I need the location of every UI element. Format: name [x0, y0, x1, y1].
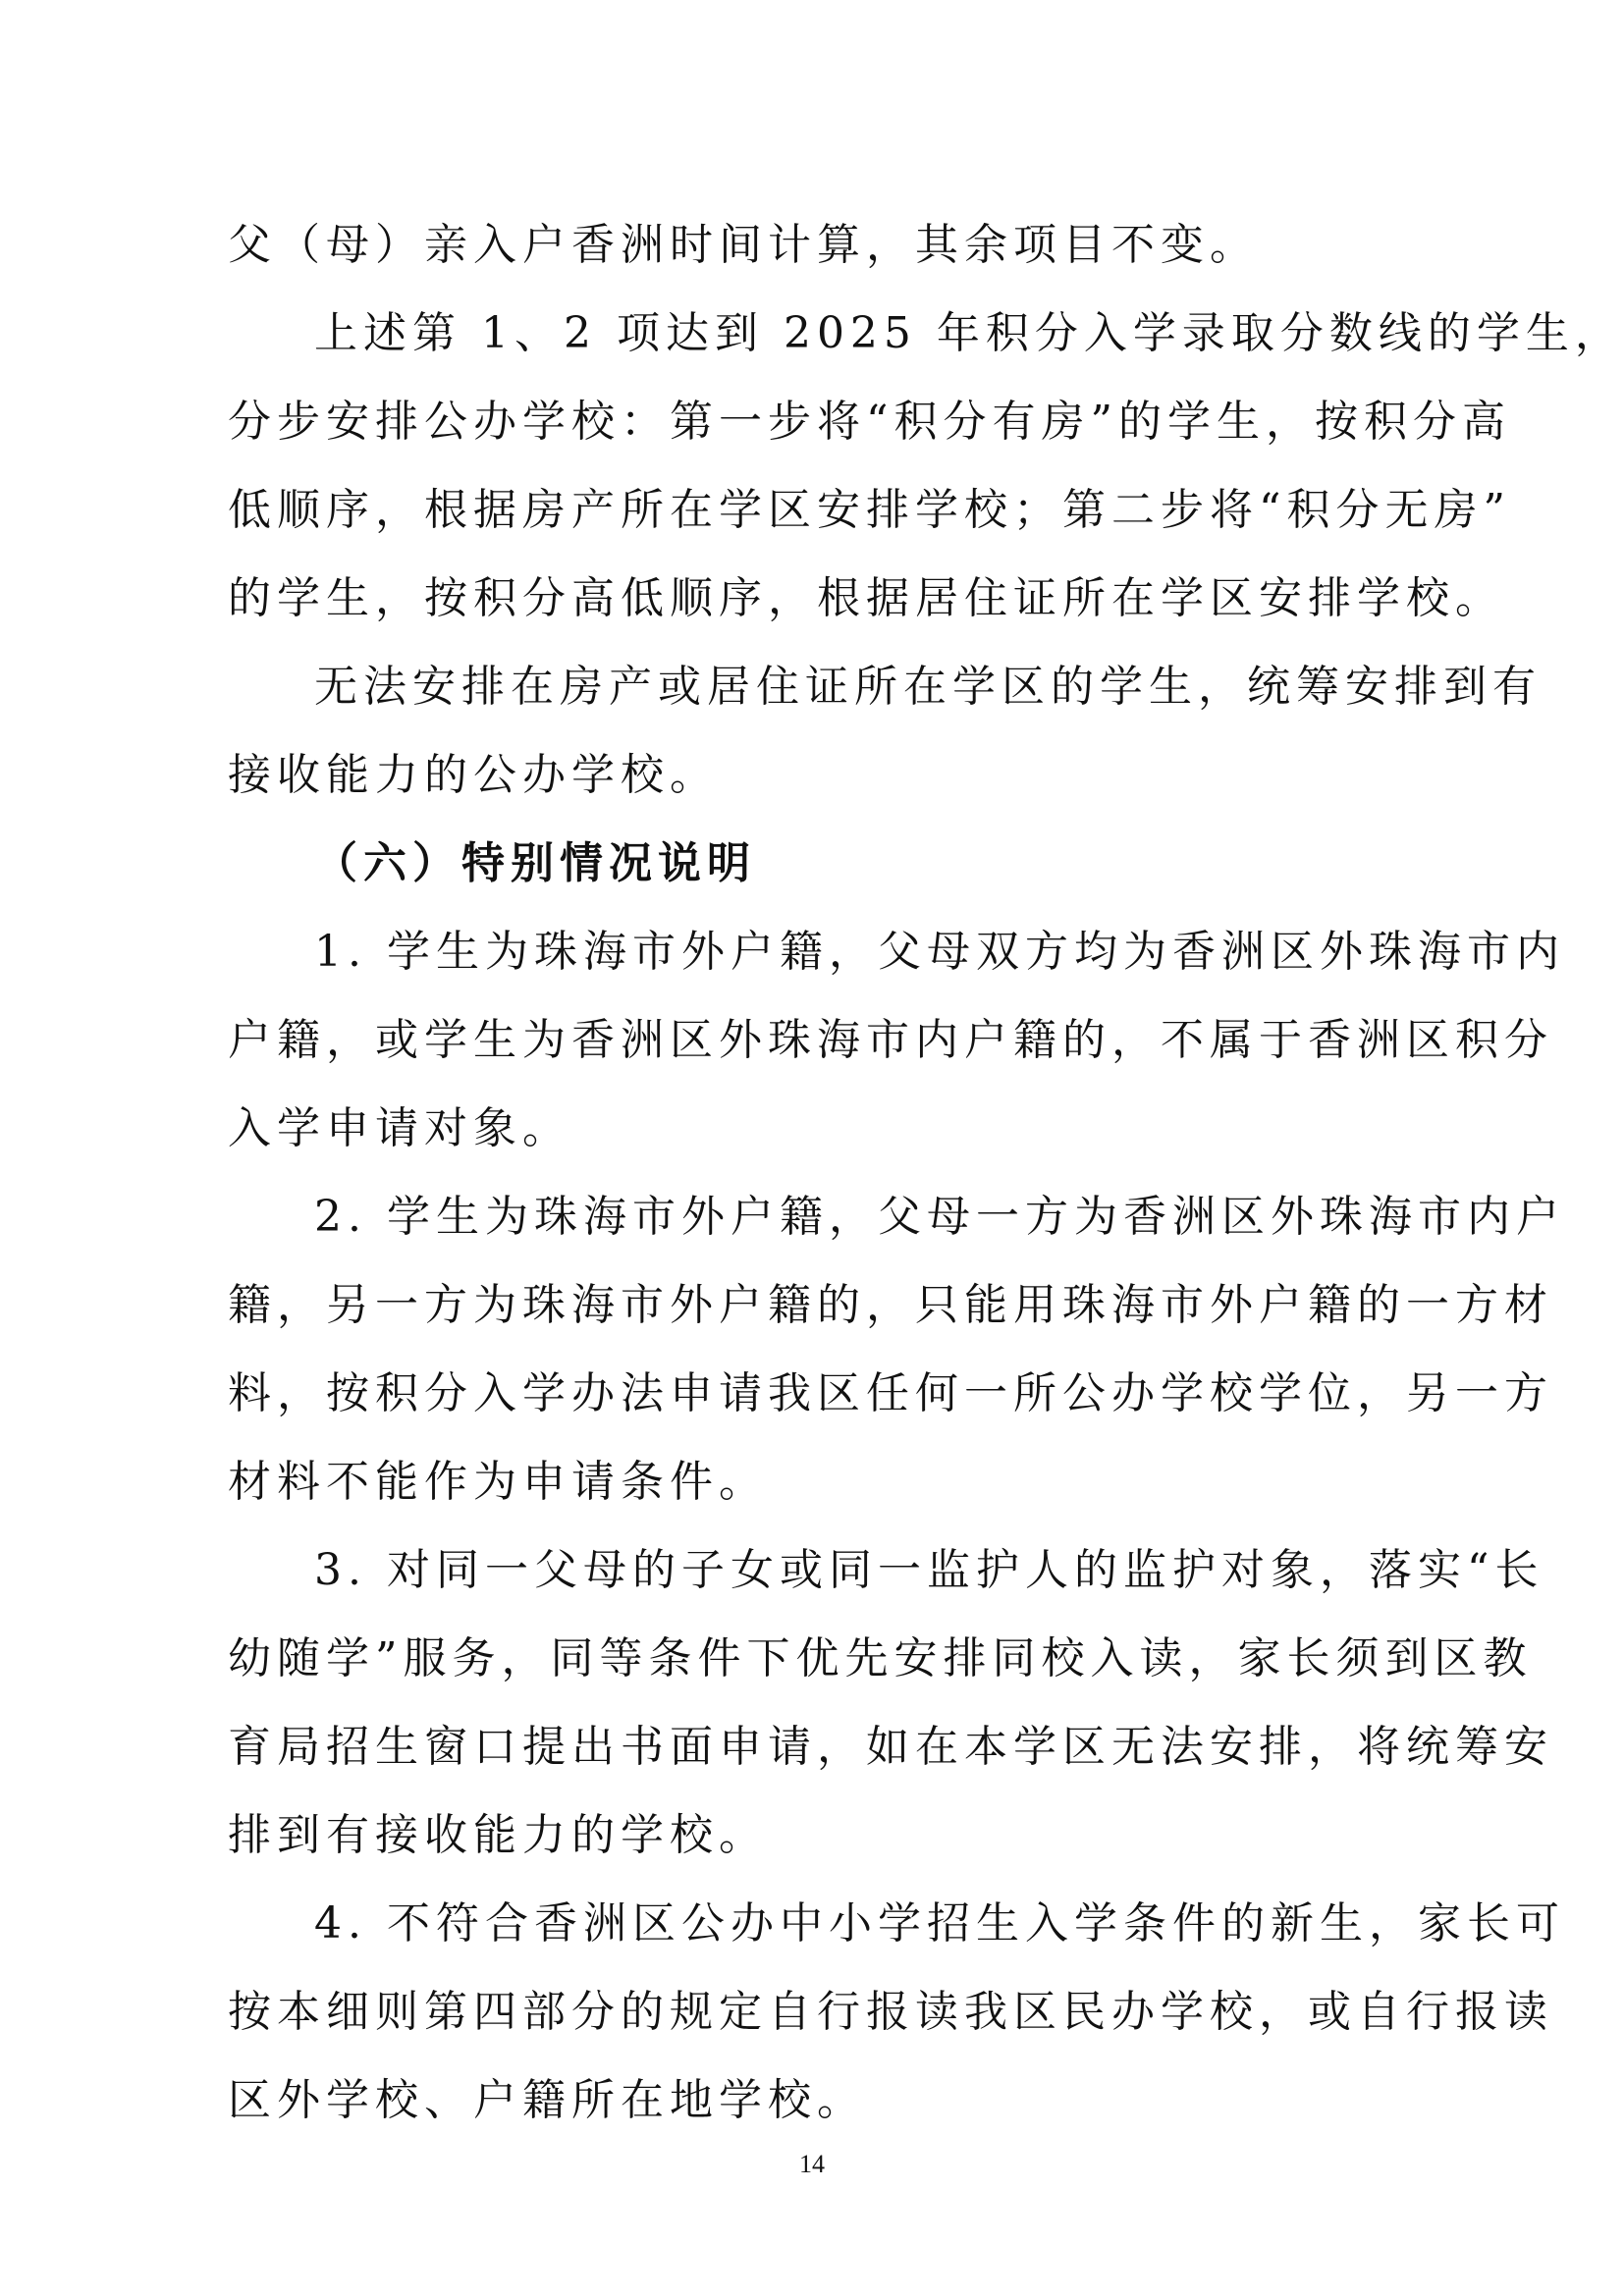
text-line: 育局招生窗口提出书面申请，如在本学区无法安排，将统筹安: [228, 1722, 1553, 1772]
text-line: 按本细则第四部分的规定自行报读我区民办学校，或自行报读: [228, 1987, 1553, 2037]
section-heading: （六）特别情况说明: [314, 838, 756, 888]
text-line: 幼随学”服务，同等条件下优先安排同校入读，家长须到区教: [228, 1633, 1533, 1683]
list-item-3-first-line: 3. 对同一父母的子女或同一监护人的监护对象，落实“长: [314, 1545, 1544, 1595]
text-line: 籍，另一方为珠海市外户籍的，只能用珠海市外户籍的一方材: [228, 1280, 1553, 1330]
text-line: 低顺序，根据房产所在学区安排学校；第二步将“积分无房”: [228, 485, 1511, 535]
page-number: 14: [799, 2150, 825, 2178]
list-item-1-first-line: 1. 学生为珠海市外户籍，父母双方均为香洲区外珠海市内: [314, 927, 1565, 977]
text-line: 分步安排公办学校：第一步将“积分有房”的学生，按积分高: [228, 397, 1511, 447]
list-item-4-first-line: 4. 不符合香洲区公办中小学招生入学条件的新生，家长可: [314, 1898, 1565, 1949]
text-line: 父（母）亲入户香洲时间计算，其余项目不变。: [228, 220, 1259, 270]
paragraph-first-line: 上述第 1、2 项达到 2025 年积分入学录取分数线的学生，: [314, 308, 1624, 358]
text-line: 入学申请对象。: [228, 1103, 571, 1153]
paragraph-first-line: 无法安排在房产或居住证所在学区的学生，统筹安排到有: [314, 662, 1542, 712]
text-line: 材料不能作为申请条件。: [228, 1457, 768, 1507]
text-line: 户籍，或学生为香洲区外珠海市内户籍的，不属于香洲区积分: [228, 1015, 1553, 1065]
text-line: 排到有接收能力的学校。: [228, 1810, 768, 1860]
list-item-2-first-line: 2. 学生为珠海市外户籍，父母一方为香洲区外珠海市内户: [314, 1192, 1565, 1242]
text-line: 区外学校、户籍所在地学校。: [228, 2075, 866, 2125]
text-line: 料，按积分入学办法申请我区任何一所公办学校学位，另一方: [228, 1368, 1553, 1418]
text-line: 接收能力的公办学校。: [228, 750, 719, 800]
text-line: 的学生，按积分高低顺序，根据居住证所在学区安排学校。: [228, 573, 1504, 623]
